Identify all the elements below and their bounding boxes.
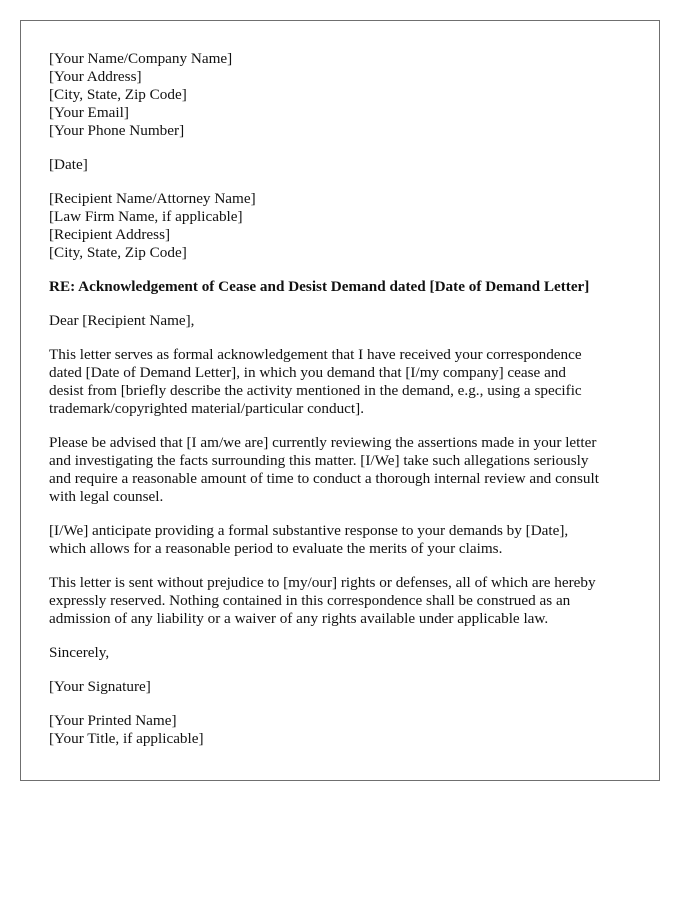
letter-page [20, 20, 660, 781]
paragraph-line: This letter serves as formal acknowledgement that I have received your correspondence [49, 346, 582, 363]
paragraph-line: trademark/copyrighted material/particular conduct]. [49, 400, 364, 417]
salutation-block [49, 312, 631, 330]
sender-city-state-zip: [City, State, Zip Code] [49, 86, 187, 103]
paragraph-line: dated [Date of Demand Letter], in which you demand that [I/my company] cease and [49, 364, 567, 381]
sender-email: [Your Email] [49, 104, 129, 121]
body-paragraph-1 [49, 346, 631, 418]
paragraph-line: desist from [briefly describe the activity mentioned in the demand, e.g., using a specific [49, 382, 582, 399]
paragraph-line: with legal counsel. [49, 488, 164, 505]
paragraph-line: Please be advised that [I am/we are] currently reviewing the assertions made in your letter [49, 434, 597, 451]
paragraph-line: which allows for a reasonable period to evaluate the merits of your claims. [49, 540, 503, 557]
sender-phone: [Your Phone Number] [49, 122, 185, 139]
body-paragraph-3 [49, 522, 631, 558]
recipient-city-state-zip: [City, State, Zip Code] [49, 244, 187, 261]
subject-line: RE: Acknowledgement of Cease and Desist Demand dated [Date of Demand Letter] [49, 278, 590, 295]
recipient-law-firm: [Law Firm Name, if applicable] [49, 208, 243, 225]
body-paragraph-4 [49, 574, 631, 628]
body-paragraph-2 [49, 434, 631, 506]
paragraph-line: and investigating the facts surrounding this matter. [I/We] take such allegations seriously [49, 452, 589, 469]
recipient-address: [Recipient Address] [49, 226, 171, 243]
sender-address: [Your Address] [49, 68, 142, 85]
salutation: Dear [Recipient Name], [49, 312, 195, 329]
recipient-address-block [49, 190, 631, 262]
paragraph-line: [I/We] anticipate providing a formal substantive response to your demands by [Date], [49, 522, 569, 539]
closing: Sincerely, [49, 644, 110, 661]
signature: [Your Signature] [49, 678, 151, 695]
letter-date: [Date] [49, 156, 88, 173]
sender-address-block [49, 50, 631, 140]
sender-name: [Your Name/Company Name] [49, 50, 233, 67]
paragraph-line: admission of any liability or a waiver of any rights available under applicable law. [49, 610, 549, 627]
signer-title: [Your Title, if applicable] [49, 730, 204, 747]
signer-printed-name: [Your Printed Name] [49, 712, 177, 729]
recipient-name: [Recipient Name/Attorney Name] [49, 190, 256, 207]
paragraph-line: expressly reserved. Nothing contained in this correspondence shall be construed as an [49, 592, 571, 609]
paragraph-line: This letter is sent without prejudice to [my/our] rights or defenses, all of which are hereby [49, 574, 596, 591]
signer-block [49, 712, 631, 748]
subject-line-block [49, 278, 631, 296]
paragraph-line: and require a reasonable amount of time to conduct a thorough internal review and consult [49, 470, 599, 487]
signature-block [49, 678, 631, 696]
closing-block [49, 644, 631, 662]
date-line [49, 156, 631, 174]
